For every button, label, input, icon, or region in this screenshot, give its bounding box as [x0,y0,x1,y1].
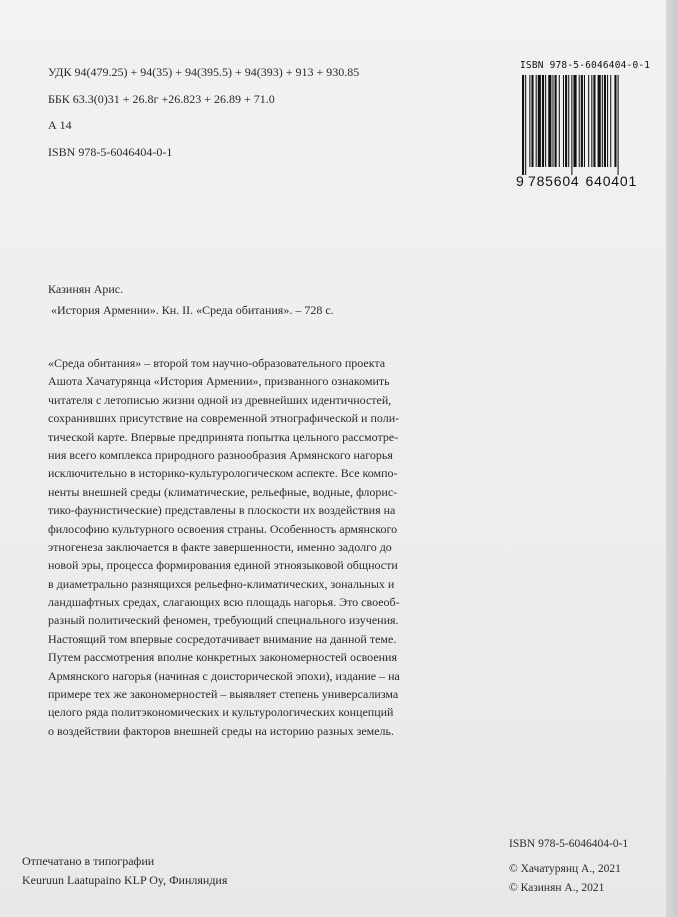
barcode-bar [593,75,595,167]
annotation-line: исключительно в историко-культурологическом аспекте. Все компо- [48,466,398,481]
annotation-line: о воздействии факторов внешней среды на историю разных земель. [48,723,395,738]
annotation-line: новой эры, процесса формирования единой этноязыковой общности [48,558,398,573]
barcode-bar [584,75,585,167]
barcode-isbn-label: ISBN 978-5-6046404-0-1 [520,60,651,71]
barcode-bar [548,75,551,167]
annotation-line: Настоящий том впервые сосредотачивает внимание на данной теме. [48,631,397,646]
barcode-bar [529,75,530,167]
bbk-line: ББК 63.3(0)31 + 26.8г +26.823 + 26.89 + 71.0 [48,91,275,106]
annotation-paragraph [48,354,438,740]
annotation-line: тической карте. Впервые предпринята попытка цельного рассмотре- [48,429,399,444]
barcode-right-digits: 640401 [585,173,638,189]
barcode-bar [538,75,541,167]
printer-name-line: Keuruun Laatupaino KLP Oy, Финляндия [22,873,228,887]
barcode-bar [525,75,526,175]
annotation-line: Путем рассмотрения вполне конкретных закономерностей освоения [48,650,398,665]
page-edge [666,0,678,917]
annotation-line: Армянского нагорья (начиная с доисторической эпохи), издание – на [48,668,400,683]
barcode-bar [536,75,537,167]
barcode-left-digits: 785604 [528,173,580,189]
barcode-bar [559,75,560,167]
barcode-bar [602,75,603,167]
udk-line: УДК 94(479.25) + 94(35) + 94(395.5) + 94(393) + 913 + 930.85 [48,65,360,79]
barcode-bar [545,75,546,167]
annotation-line: этногенеза заключается в факте завершенности, именно задолго до [48,539,392,554]
copyright-block [509,860,621,898]
barcode-bar [604,75,606,167]
barcode-bar [542,75,544,167]
copyright-line: © Казинян А., 2021 [509,882,605,894]
printer-info [22,852,227,890]
barcode-bar [607,75,608,167]
barcode-bar [598,75,601,167]
printed-at-line: Отпечатано в типографии [22,854,155,868]
barcode-bar [614,75,616,167]
annotation-line: ния всего комплекса природного разнообразия Армянского нагорья [48,447,393,462]
barcode-bar [581,75,583,167]
annotation-line: примере тех же закономерностей – выявляет степень универсализма [48,687,399,702]
barcode-bar [618,75,619,175]
bibliographic-block [48,66,359,172]
barcode-bar [565,75,567,167]
barcode-bar [555,75,557,167]
isbn-line: ISBN 978-5-6046404-0-1 [48,144,173,159]
barcode-bar [588,75,589,167]
annotation-line: ненты внешней среды (климатические, рельефные, водные, флорис- [48,484,398,499]
annotation-line: сохранивших присутствие на современной этнографической и поли- [48,411,400,426]
copyright-line: © Хачатурянц А., 2021 [509,863,621,875]
barcode-bar [610,75,611,167]
barcode-bar [571,75,572,175]
barcode-bar [563,75,564,167]
barcode-bar [522,75,524,175]
barcode-bar [591,75,592,167]
barcode-bar [568,75,569,167]
author-code: А 14 [48,118,72,132]
barcode-digits [516,173,646,189]
author-name: Казинян Арис. [48,282,124,296]
annotation-line: ландшафтных средах, слагающих всю площадь нагорья. Это своеоб- [48,595,400,610]
annotation-line: тико-фаунистические) представлены в плоскости их воздействия на [48,503,396,518]
isbn-barcode [516,60,651,189]
barcode-bar [573,75,576,167]
author-entry [48,282,334,324]
footer-isbn: ISBN 978-5-6046404-0-1 [509,838,629,850]
annotation-line: «Среда обитания» – второй том научно-образовательного проекта [48,356,386,370]
barcode-bar [552,75,553,167]
barcode-bars [520,75,646,175]
annotation-line: читателя с летописью жизни одной из древнейших идентичностей, [48,392,392,407]
annotation-line: Ашота Хачатурянца «История Армении», призванного ознакомить [48,374,390,389]
annotation-line: философию культурного освоения страны. Особенность армянского [48,521,398,536]
barcode-bar [579,75,580,167]
barcode-bar [531,75,533,167]
annotation-line: разный политический феномен, требующий специального изучения. [48,613,399,628]
barcode-first-digit: 9 [516,173,524,189]
book-title-line: «История Армении». Кн. II. «Среда обитания». – 728 с. [51,303,334,317]
annotation-line: целого ряда политэкономических и культурологических концепций [48,705,394,720]
annotation-line: в диаметрально разнящихся рельефно-климатических, зональных и [48,576,395,591]
